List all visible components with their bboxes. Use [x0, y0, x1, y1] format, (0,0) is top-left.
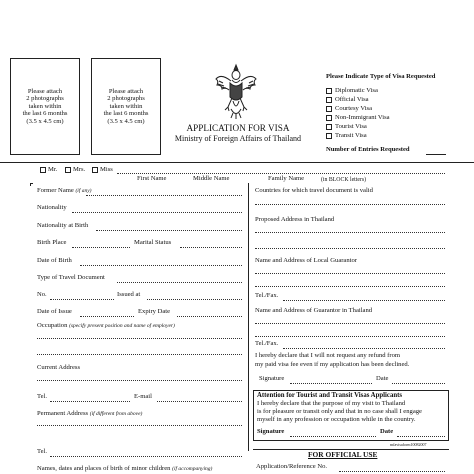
- tel-fax-label: Tel./Fax.: [255, 292, 279, 299]
- visa-diplomatic-checkbox[interactable]: [326, 88, 332, 94]
- marital-status-label: Marital Status: [134, 239, 172, 246]
- visa-diplomatic-label: Diplomatic Visa: [335, 87, 378, 94]
- occupation-note: (specify present position and name of employer): [69, 323, 175, 329]
- tel-label: Tel.: [37, 393, 47, 400]
- official-use-heading: FOR OFFICIAL USE: [308, 450, 378, 459]
- local-guarantor-field-1[interactable]: [255, 273, 445, 274]
- tel2-label: Tel.: [37, 448, 47, 455]
- email-label: E-mail: [134, 393, 152, 400]
- permanent-address-label: [37, 410, 142, 418]
- middle-name-label: Middle Name: [193, 175, 230, 182]
- title-miss-label: Miss: [100, 166, 113, 173]
- countries-label: Countries for which travel document is valid: [255, 187, 373, 194]
- marital-status-field[interactable]: [180, 247, 242, 248]
- tel-fax2-label: Tel./Fax.: [255, 340, 279, 347]
- minor-children-text: Names, dates and places of birth of minor children: [37, 465, 171, 472]
- nationality-at-birth-field[interactable]: [96, 230, 242, 231]
- minor-children-label: [37, 465, 212, 473]
- former-name-label: [37, 187, 92, 195]
- date-label: Date: [376, 375, 389, 382]
- attention-date-label: Date: [380, 428, 394, 435]
- attention-signature-field[interactable]: [290, 436, 376, 437]
- photo-box-right: [91, 58, 161, 155]
- block-letters-note: (in BLOCK letters): [321, 177, 367, 183]
- form-subtitle: Ministry of Foreign Affairs of Thailand: [174, 134, 302, 143]
- date-of-birth-field[interactable]: [80, 265, 242, 266]
- tel-field[interactable]: [50, 401, 130, 402]
- visa-courtesy-checkbox[interactable]: [326, 106, 332, 112]
- current-address-label: Current Address: [37, 364, 81, 371]
- email-field[interactable]: [157, 401, 242, 402]
- signature-field[interactable]: [290, 383, 372, 384]
- tel2-field[interactable]: [50, 456, 242, 457]
- nationality-at-birth-label: Nationality at Birth: [37, 222, 89, 229]
- proposed-address-field-2[interactable]: [255, 248, 445, 249]
- birth-place-field[interactable]: [72, 247, 130, 248]
- signature-label: Signature: [259, 375, 285, 382]
- document-no-field[interactable]: [50, 299, 114, 300]
- family-name-label: Family Name: [268, 175, 305, 182]
- thai-guarantor-field-1[interactable]: [255, 323, 445, 324]
- nationality-label: Nationality: [37, 204, 67, 211]
- visa-tourist-checkbox[interactable]: [326, 124, 332, 130]
- occupation-text: Occupation: [37, 322, 68, 329]
- current-address-field-1[interactable]: [37, 380, 242, 381]
- expiry-date-field[interactable]: [177, 316, 242, 317]
- visa-courtesy-label: Courtesy Visa: [335, 105, 373, 112]
- attention-line-2: is for pleasure or transit only and that in no case shall I engage: [257, 408, 422, 415]
- expiry-date-label: Expiry Date: [138, 308, 171, 315]
- visa-transit-checkbox[interactable]: [326, 133, 332, 139]
- visa-nonimmigrant-checkbox[interactable]: [326, 115, 332, 121]
- title-mr-label: Mr.: [48, 166, 58, 173]
- column-divider: [248, 183, 249, 451]
- app-reference-field[interactable]: [339, 471, 445, 472]
- refund-declaration-line-1: I hereby declare that I will not request any refund from: [255, 352, 401, 359]
- photo-box-text: Please attach 2 photographs taken within the last 6 months (3.5 x 4.5 cm): [103, 87, 149, 125]
- visa-tourist-label: Tourist Visa: [335, 123, 367, 130]
- date-of-issue-field[interactable]: [80, 316, 134, 317]
- attention-heading: Attention for Tourist and Transit Visas Applicants: [257, 392, 403, 399]
- former-name-note: (if any): [75, 188, 92, 194]
- occupation-field-1[interactable]: [37, 338, 242, 339]
- title-mrs-checkbox[interactable]: [65, 167, 71, 173]
- attention-line-1: I hereby declare that the purpose of my visit to Thailand: [257, 400, 406, 407]
- minor-children-note: (if accompanying): [172, 466, 213, 472]
- visa-nonimmigrant-label: Non-Immigrant Visa: [335, 114, 390, 121]
- date-field[interactable]: [392, 383, 445, 384]
- permanent-address-text: Permanent Address: [37, 410, 89, 417]
- photo-box-text: Please attach 2 photographs taken within the last 6 months (3.5 x 4.5 cm): [22, 87, 68, 125]
- birth-place-label: Birth Place: [37, 239, 67, 246]
- travel-document-field[interactable]: [117, 282, 242, 283]
- first-name-label: First Name: [137, 175, 167, 182]
- app-reference-label: Application/Reference No.: [256, 463, 328, 470]
- tel-fax2-field[interactable]: [283, 348, 445, 349]
- issued-at-field[interactable]: [147, 299, 242, 300]
- former-name-text: Former Name: [37, 187, 74, 194]
- visa-type-heading: Please Indicate Type of Visa Requested: [326, 73, 436, 80]
- form-code: mfavisaform10082007: [390, 442, 427, 447]
- garuda-emblem-icon: [213, 63, 259, 121]
- local-guarantor-field-2[interactable]: [255, 286, 445, 287]
- photo-box-left: [10, 58, 80, 155]
- countries-field[interactable]: [255, 204, 445, 205]
- issued-at-label: Issued at: [117, 291, 141, 298]
- refund-declaration-line-2: my paid visa fee even if my application has been declined.: [255, 361, 410, 368]
- name-field[interactable]: [117, 173, 445, 174]
- former-name-field[interactable]: [86, 195, 242, 196]
- attention-line-3: myself in any profession or occupation while in the country.: [257, 416, 416, 423]
- travel-document-label: Type of Travel Document: [37, 274, 105, 281]
- date-of-birth-label: Date of Birth: [37, 257, 72, 264]
- date-of-issue-label: Date of Issue: [37, 308, 72, 315]
- permanent-address-note: (if different from above): [89, 411, 143, 417]
- local-guarantor-label: Name and Address of Local Guarantor: [255, 257, 357, 264]
- proposed-address-field-1[interactable]: [255, 232, 445, 233]
- title-mrs-label: Mrs.: [73, 166, 86, 173]
- visa-official-label: Official Visa: [335, 96, 369, 103]
- visa-official-checkbox[interactable]: [326, 97, 332, 103]
- entries-field[interactable]: [426, 154, 446, 155]
- thai-guarantor-field-2[interactable]: [255, 336, 445, 337]
- form-title: APPLICATION FOR VISA: [186, 123, 290, 133]
- proposed-address-label: Proposed Address in Thailand: [255, 216, 335, 223]
- occupation-label: [37, 322, 175, 330]
- corner-mark-top-left: [30, 183, 33, 186]
- entries-label: Number of Entries Requested: [326, 146, 410, 153]
- nationality-field[interactable]: [72, 212, 242, 213]
- attention-signature-label: Signature: [257, 428, 285, 435]
- title-miss-checkbox[interactable]: [92, 167, 98, 173]
- thai-guarantor-label: Name and Address of Guarantor in Thailand: [255, 307, 373, 314]
- document-no-label: No.: [37, 291, 47, 298]
- tel-fax-field[interactable]: [283, 300, 445, 301]
- top-rule: [0, 162, 474, 163]
- occupation-field-2[interactable]: [37, 354, 242, 355]
- title-mr-checkbox[interactable]: [40, 167, 46, 173]
- attention-date-field[interactable]: [397, 436, 445, 437]
- visa-transit-label: Transit Visa: [335, 132, 367, 139]
- permanent-address-field[interactable]: [37, 425, 242, 426]
